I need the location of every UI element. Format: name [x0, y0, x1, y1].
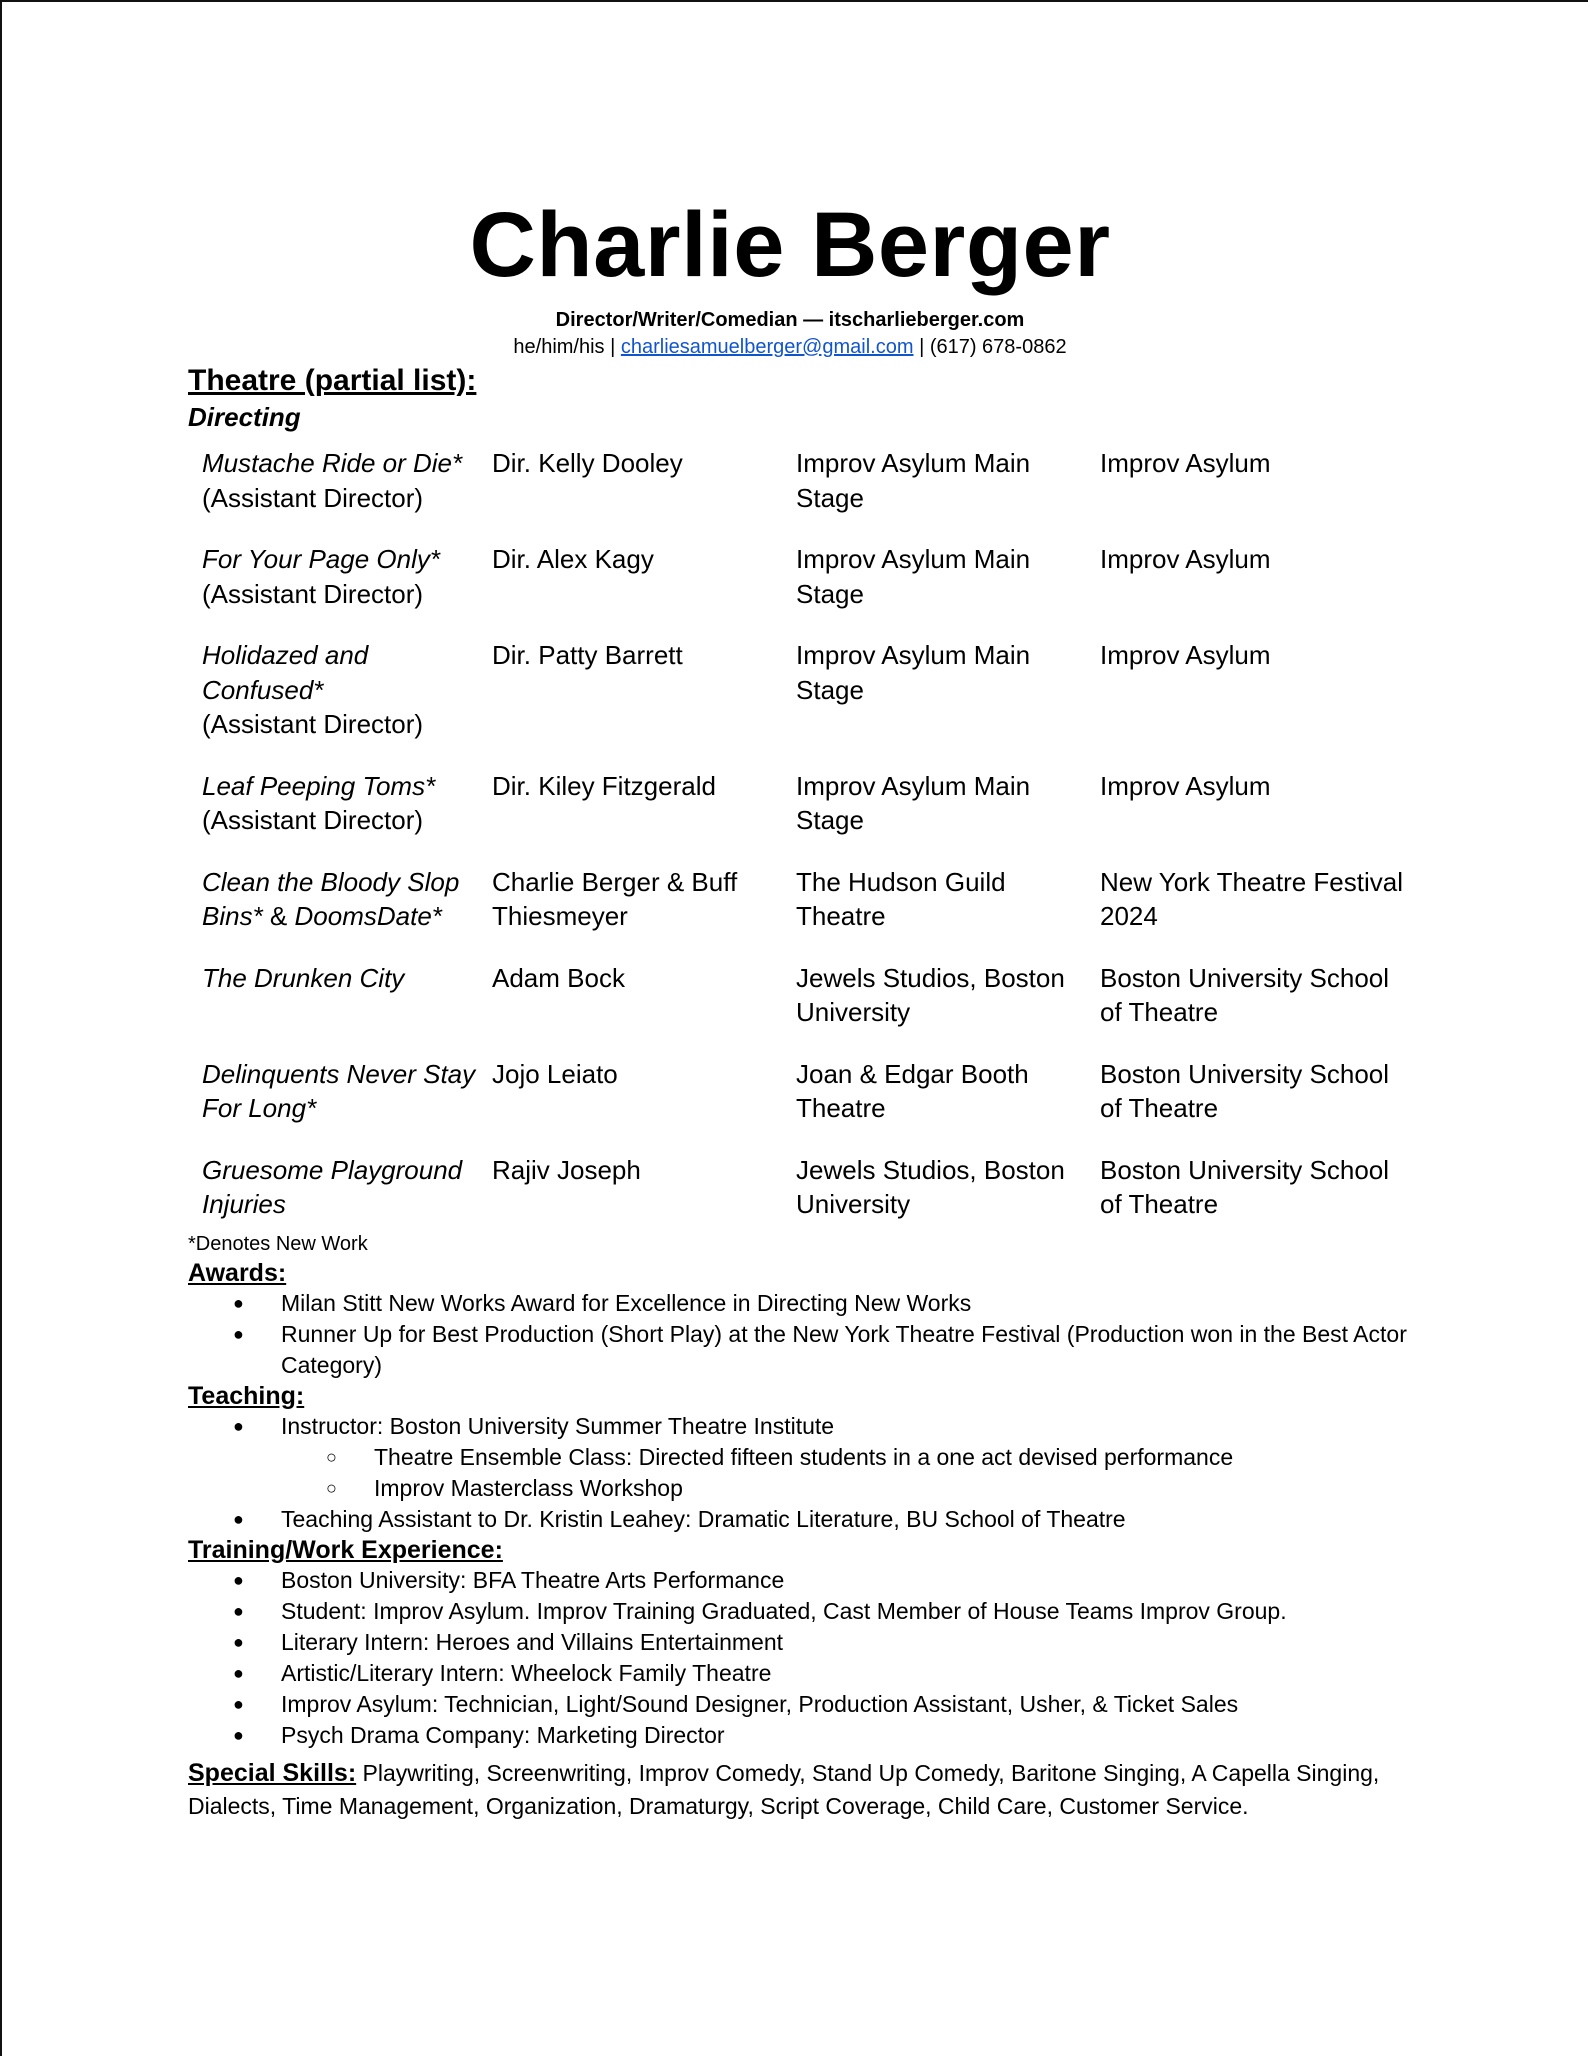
contact-line — [172, 334, 1408, 360]
credit-row — [188, 865, 1408, 934]
list-item: ● Student: Improv Asylum. Improv Training Graduated, Cast Member of House Teams Improv Group. — [188, 1596, 1408, 1627]
list-item: ● Literary Intern: Heroes and Villains Entertainment — [188, 1627, 1408, 1658]
teaching-heading: Teaching: — [188, 1381, 305, 1410]
list-item: ● Boston University: BFA Theatre Arts Performance — [188, 1565, 1408, 1596]
list-item: ● Milan Stitt New Works Award for Excellence in Directing New Works — [188, 1288, 1408, 1319]
resume-document — [188, 190, 1408, 1823]
credit-role: (Assistant Director) — [202, 482, 424, 513]
credit-company: Improv Asylum — [1100, 770, 1271, 801]
credit-director: Jojo Leiato — [492, 1058, 618, 1089]
credit-company: Improv Asylum — [1100, 640, 1271, 670]
credit-role: (Assistant Director) — [202, 709, 424, 739]
credit-director: Charlie Berger & Buff Thiesmeyer — [492, 866, 738, 931]
credit-company: Boston University School of Theatre — [1100, 962, 1390, 1027]
special-skills — [188, 1757, 1408, 1823]
credit-company: Improv Asylum — [1100, 448, 1271, 478]
teaching-list — [188, 1411, 1408, 1535]
list-item: ● Psych Drama Company: Marketing Director — [188, 1720, 1408, 1751]
theatre-heading: Theatre (partial list): — [188, 364, 477, 397]
resume-name: Charlie Berger — [469, 194, 1111, 296]
credits-table — [188, 446, 1408, 1222]
teaching-sublist — [281, 1442, 1408, 1504]
credit-title: Gruesome Playground Injuries — [202, 1154, 463, 1219]
credit-director: Adam Bock — [492, 962, 625, 993]
credit-venue: Jewels Studios, Boston University — [796, 1154, 1065, 1219]
awards-heading: Awards: — [188, 1258, 287, 1287]
list-item — [188, 1411, 1408, 1504]
credit-venue: Improv Asylum Main Stage — [796, 770, 1031, 835]
credit-title: Delinquents Never Stay For Long* — [202, 1058, 476, 1123]
teaching-item-label: Instructor: Boston University Summer Theatre Institute — [281, 1412, 835, 1439]
pronouns: he/him/his | — [513, 336, 616, 358]
credit-row — [188, 446, 1408, 515]
list-item: ● Improv Asylum: Technician, Light/Sound Designer, Production Assistant, Usher, & Ticket Sales — [188, 1689, 1408, 1720]
credit-row — [188, 1057, 1408, 1126]
credit-company: Boston University School of Theatre — [1100, 1154, 1390, 1219]
credit-director: Dir. Kelly Dooley — [492, 448, 683, 478]
credit-title: Mustache Ride or Die* — [202, 448, 463, 478]
sub-list-item: ○ Improv Masterclass Workshop — [281, 1473, 1408, 1504]
skills-label: Special Skills: — [188, 1758, 357, 1787]
credit-role: (Assistant Director) — [202, 805, 424, 835]
credit-director: Rajiv Joseph — [492, 1154, 641, 1185]
credit-row — [188, 961, 1408, 1030]
resume-tagline: Director/Writer/Comedian — itscharlieberger.com — [555, 309, 1025, 331]
credit-row — [188, 769, 1408, 838]
credit-company: Boston University School of Theatre — [1100, 1058, 1390, 1123]
credit-director: Dir. Alex Kagy — [492, 544, 654, 574]
list-item: ● Teaching Assistant to Dr. Kristin Leahey: Dramatic Literature, BU School of Theatre — [188, 1504, 1408, 1535]
credit-title: The Drunken City — [202, 962, 405, 993]
credit-title: Clean the Bloody Slop Bins* — [202, 866, 460, 931]
credit-director: Dir. Kiley Fitzgerald — [492, 770, 716, 801]
credit-title: Holidazed and Confused* — [202, 640, 369, 705]
credit-role: (Assistant Director) — [202, 578, 424, 609]
credit-company: Improv Asylum — [1100, 544, 1271, 574]
skills-text: Playwriting, Screenwriting, Improv Comedy, Stand Up Comedy, Baritone Singing, A Capella Singing, Dialects, Time Management, Organization, Dramaturgy, Script Coverage, Child Care, Customer Service. — [188, 1759, 1380, 1819]
training-heading: Training/Work Experience: — [188, 1535, 503, 1564]
credit-venue: Improv Asylum Main Stage — [796, 544, 1031, 609]
credit-company: New York Theatre Festival 2024 — [1100, 866, 1403, 931]
credit-title: DoomsDate* — [294, 901, 442, 931]
credit-row — [188, 542, 1408, 611]
credit-row — [188, 1153, 1408, 1222]
credit-venue: Jewels Studios, Boston University — [796, 962, 1065, 1027]
credit-director: Dir. Patty Barrett — [492, 640, 683, 670]
sub-list-item: ○ Theatre Ensemble Class: Directed fifteen students in a one act devised performance — [281, 1442, 1408, 1473]
phone: | (617) 678-0862 — [919, 336, 1067, 358]
training-list — [188, 1565, 1408, 1751]
credit-venue: Joan & Edgar Booth Theatre — [796, 1058, 1029, 1123]
footnote: *Denotes New Work — [188, 1232, 368, 1255]
list-item: ● Runner Up for Best Production (Short Play) at the New York Theatre Festival (Production won in the Best Actor Category) — [188, 1319, 1408, 1381]
directing-subheading: Directing — [188, 402, 301, 432]
awards-list — [188, 1288, 1408, 1381]
credit-joiner: & — [262, 901, 295, 931]
credit-venue: Improv Asylum Main Stage — [796, 448, 1031, 513]
credit-title: For Your Page Only* — [202, 544, 440, 574]
credit-venue: Improv Asylum Main Stage — [796, 640, 1031, 705]
email-link[interactable]: charliesamuelberger@gmail.com — [620, 336, 914, 358]
credit-row — [188, 638, 1408, 742]
list-item: ● Artistic/Literary Intern: Wheelock Family Theatre — [188, 1658, 1408, 1689]
credit-title: Leaf Peeping Toms* — [202, 770, 436, 801]
credit-venue: The Hudson Guild Theatre — [796, 866, 1006, 931]
